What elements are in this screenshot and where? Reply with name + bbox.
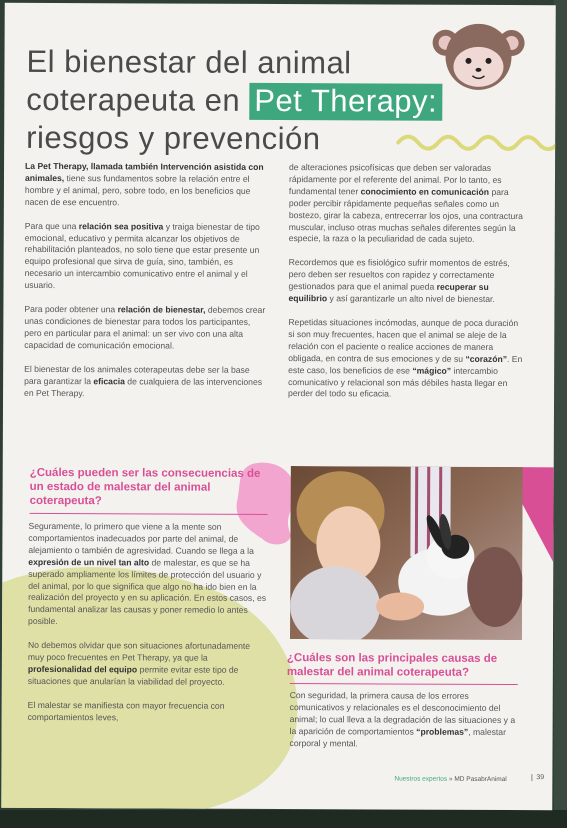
child-with-rabbit-photo xyxy=(290,466,523,640)
footer-section: Nuestros expertos xyxy=(394,775,448,783)
text-span: El malestar se manifiesta con mayor frecuencia con comportamientos leves, xyxy=(27,699,225,722)
heading-divider xyxy=(290,683,518,685)
text-span: Para poder obtener una xyxy=(24,303,118,315)
text-span: y así garantizarle un alto nivel de bienestar. xyxy=(327,293,495,305)
page-number: 39 xyxy=(531,774,544,781)
text-span: Repetidas situaciones incómodas, aunque de poca duración si son muy frecuentes, hacen que el animal se aleje de la relación con el paciente o realice acciones de manera obligada, en contra de sus emociones y de su xyxy=(288,317,519,364)
page-footer xyxy=(394,776,506,783)
paragraph xyxy=(28,640,268,689)
footer-separator: » xyxy=(448,775,453,783)
paragraph xyxy=(289,162,527,246)
bold-phrase: profesionalidad del equipo xyxy=(27,663,138,675)
paragraph xyxy=(28,521,268,629)
title-highlight: Pet Therapy: xyxy=(249,83,442,121)
bold-phrase: recuperar su equilibrio xyxy=(288,281,489,304)
bold-phrase: La Pet Therapy, llamada también Intervención asistida con animales, xyxy=(24,160,264,183)
section-2-body xyxy=(289,690,521,763)
column-1-text xyxy=(24,161,270,412)
column-2-text xyxy=(288,162,527,413)
bold-phrase: “problemas” xyxy=(416,726,469,737)
text-span: para poder percibir rápidamente pequeñas señales como un bostezo, girar la cabeza, entrecerrar los ojos, una contractura muscular, incluso otras muchas señales diferentes según la especie, la raza o la peculiaridad de cada sujeto. xyxy=(288,186,523,245)
paragraph xyxy=(24,364,269,401)
bold-phrase: expresión de un nivel tan alto xyxy=(28,556,150,568)
bold-phrase: “corazón” xyxy=(465,353,508,364)
text-span: Para que una xyxy=(24,220,79,231)
paragraph xyxy=(25,161,270,210)
paragraph xyxy=(290,690,522,751)
footer-brand: MD PasabrAnimal xyxy=(454,775,507,783)
monkey-mascot-icon xyxy=(428,23,528,93)
bold-phrase: eficacia xyxy=(93,375,125,386)
text-span: y traiga bienestar de tipo emocional, educativo y permita alcanzar los objetivos de rehabilitación planteados, no solo tiene que estar presente un equipo profesional que sirva de guía, sino, también, es necesario un intercambio comunicativo entre el animal y el usuario. xyxy=(24,221,260,291)
text-span: debemos crear unas condiciones de bienestar para todos los participantes, pero en particular para el animal: un ser vivo con una alta capacidad de comunicación emocional. xyxy=(24,304,266,351)
section-heading-consequences: ¿Cuáles pueden ser las consecuencias de un estado de malestar del animal coterapeuta? xyxy=(29,466,261,508)
wave-decoration xyxy=(396,129,556,152)
bold-phrase: conocimiento en comunicación xyxy=(360,186,490,197)
background-edge-bottom xyxy=(0,810,567,828)
section-heading-causes: ¿Cuáles son las principales causas de malestar del animal coterapeuta? xyxy=(286,652,498,679)
text-span: , malestar corporal y mental. xyxy=(289,726,506,748)
text-span: de malestar, es que se ha superado ampliamente los límites de protección del usuario y del animal, por lo que significa que algo no ha ido bien en la realización del proyecto y en su aplicación. En estos casos, es fundamental analizar las causas y poner remedio lo antes posible. xyxy=(28,557,267,627)
paragraph xyxy=(28,700,268,725)
title-line-1: El bienestar del animal xyxy=(26,43,352,81)
paragraph xyxy=(288,257,526,306)
text-span: permite evitar este tipo de situaciones que anularían la viabilidad del proyecto. xyxy=(27,664,239,687)
text-span: Seguramente, lo primero que viene a la mente son comportamientos inadecuados por parte del animal, de alejamiento o también de agresividad. Cuando se llega a la xyxy=(28,520,254,556)
paragraph xyxy=(24,221,269,294)
text-span: intercambio comunicativo y relacional son más débiles hasta llegar en perder del todo su eficacia. xyxy=(288,365,508,399)
paragraph xyxy=(24,304,269,353)
section-1-body xyxy=(28,521,269,737)
text-span: El bienestar de los animales coterapeutas debe ser la base para garantizar la xyxy=(24,363,250,386)
background-edge xyxy=(554,0,567,810)
paragraph xyxy=(288,317,526,401)
text-span: Recordemos que es fisiológico sufrir momentos de estrés, pero deben ser resueltos con rapidez y correctamente gestionados para que el animal pueda xyxy=(288,257,510,292)
title-line-3: riesgos y prevención xyxy=(26,119,321,157)
text-span: tiene sus fundamentos sobre la relación entre el hombre y el animal, pero, sobre todo, en los beneficios que nacen de ese encuentro. xyxy=(24,172,251,208)
text-span: . En este caso, los beneficios de ese xyxy=(288,353,523,376)
text-span: Con seguridad, la primera causa de los errores comunicativos y relacionales es el desconocimiento del animal; lo cual lleva a la degradación de las situaciones y a la aparición de comportamientos xyxy=(289,690,516,737)
title-line-2: coterapeuta en xyxy=(26,81,241,118)
heading-divider xyxy=(30,513,268,515)
magazine-page xyxy=(1,3,556,810)
bold-phrase: “mágico” xyxy=(412,365,452,376)
text-span: de cualquiera de las intervenciones en Pet Therapy. xyxy=(24,375,263,398)
text-span: No debemos olvidar que son situaciones afortunadamente muy poco frecuentes en Pet Therapy, ya que la xyxy=(27,640,251,663)
text-span: de alteraciones psicofísicas que deben ser valoradas rápidamente por el referente del animal. Por lo tanto, es fundamental tener xyxy=(288,162,502,197)
bold-phrase: relación de bienestar, xyxy=(117,304,206,315)
bold-phrase: relación sea positiva xyxy=(78,220,164,232)
